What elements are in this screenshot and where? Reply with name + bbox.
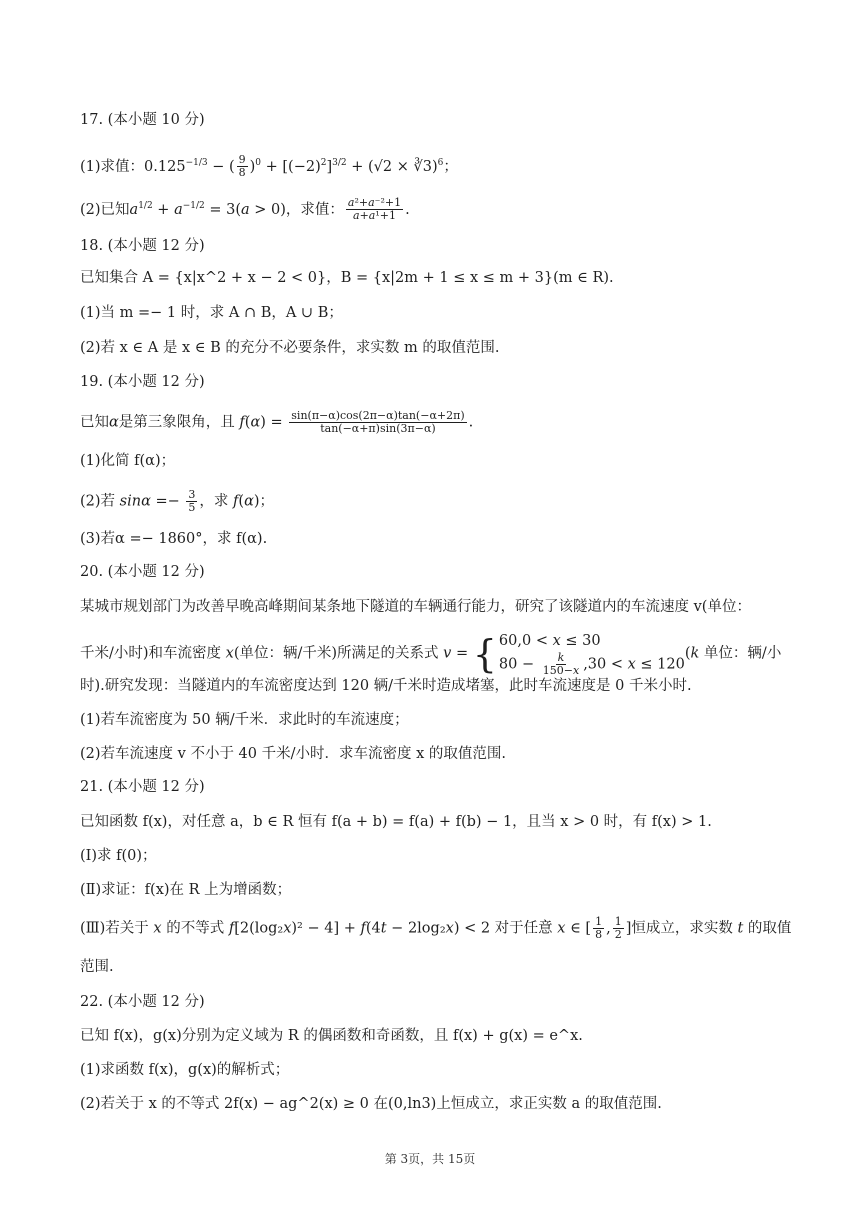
piecewise-formula: { 60,0 < x ≤ 30 80 − $\frac{k}{150-x}$ ,30 < x ≤ 120 [472,631,685,677]
problem-19-part-3: (3)若α =− 1860°，求 f(α). [80,531,268,547]
problem-21-part-2: (Ⅱ)求证：f(x)在 R 上为增函数； [80,882,292,898]
problem-18-stem: 已知集合 A = {x|x^2 + x − 2 < 0}，B = {x|2m + 1 ≤ x ≤ m + 3}(m ∈ R). [80,270,614,286]
page-footer: 第 3页，共 15页 [384,1152,476,1166]
problem-17-part-1: (1)求值：$0.125^{-1/3}$ − ( $\frac{9}{8}$ )$^0 + [(-2)^2]^{3/2} + (√2$ × ∛3)$^6$； [80,153,458,180]
problem-21-part-3-continued: 范围. [80,959,114,975]
problem-19-part-1: (1)化简 f(α)； [80,453,176,469]
problem-22-part-2: (2)若关于 x 的不等式 2f(x) − ag^2(x) ≥ 0 在(0,ln3)上恒成立，求正实数 a 的取值范围. [80,1096,662,1112]
problem-19-part-2: (2)若 sinα =− $\frac{3}{5}$ ，求 f(α)； [80,488,275,514]
problem-20-stem-line-2: 千米/小时)和车流密度 x(单位：辆/千米)所满足的关系式 v = { 60,0 < x ≤ 30 80 − $\frac{k}{150-x}$ ,30 < x ≤ 120 (k 单位：辆/小 [80,631,782,677]
problem-18-header: 18. (本小题 12 分) [80,238,205,254]
problem-20-part-2: (2)若车流速度 v 不小于 40 千米/小时．求车流密度 x 的取值范围. [80,746,507,762]
problem-21-part-1: (Ⅰ)求 f(0)； [80,848,157,864]
problem-18-part-2: (2)若 x ∈ A 是 x ∈ B 的充分不必要条件，求实数 m 的取值范围. [80,340,500,356]
problem-17-part-2: (2)已知$a^{1/2} + a^{-1/2} = 3(a > 0)$，求值： $\frac{\text{a²+a⁻²+1}}{\text{a+a¹+1}}$ . [80,196,410,223]
problem-20-stem-line-3: 时).研究发现：当隧道内的车流密度达到 120 辆/千米时造成堵塞，此时车流速度是 0 千米小时. [80,678,692,694]
problem-20-part-1: (1)若车流密度为 50 辆/千米．求此时的车流速度； [80,712,409,728]
problem-22-header: 22. (本小题 12 分) [80,994,205,1010]
problem-19-header: 19. (本小题 12 分) [80,374,205,390]
problem-17-header: 17. (本小题 10 分) [80,112,205,128]
problem-19-stem: 已知α是第三象限角，且 f(α) = $\frac{\sin(\pi-\alpha)\cos(2\pi-\alpha)\tan(-\alpha+2\pi)}{\tan(-\alpha+\pi)\sin(3\pi-\alpha)}$ . [80,409,474,435]
problem-20-header: 20. (本小题 12 分) [80,564,205,580]
problem-18-part-1: (1)当 m =− 1 时，求 A ∩ B，A ∪ B； [80,305,343,321]
problem-22-part-1: (1)求函数 f(x)，g(x)的解析式； [80,1062,290,1078]
problem-20-stem-line-1: 某城市规划部门为改善早晚高峰期间某条地下隧道的车辆通行能力，研究了该隧道内的车流速度 v(单位： [80,599,751,615]
problem-21-header: 21. (本小题 12 分) [80,779,205,795]
problem-22-stem: 已知 f(x)，g(x)分别为定义域为 R 的偶函数和奇函数，且 f(x) + g(x) = e^x. [80,1028,583,1044]
problem-21-part-3: (Ⅲ)若关于 x 的不等式 f[2(log₂x)² − 4] + f(4t − 2log₂x) < 2 对于任意 x ∈ [ $\frac{1}{8}$ , $\frac{1}{2}$ ]恒成立，求实数 t 的取值 [80,915,792,941]
problem-21-stem: 已知函数 f(x)，对任意 a，b ∈ R 恒有 f(a + b) = f(a) + f(b) − 1，且当 x > 0 时，有 f(x) > 1. [80,814,712,830]
